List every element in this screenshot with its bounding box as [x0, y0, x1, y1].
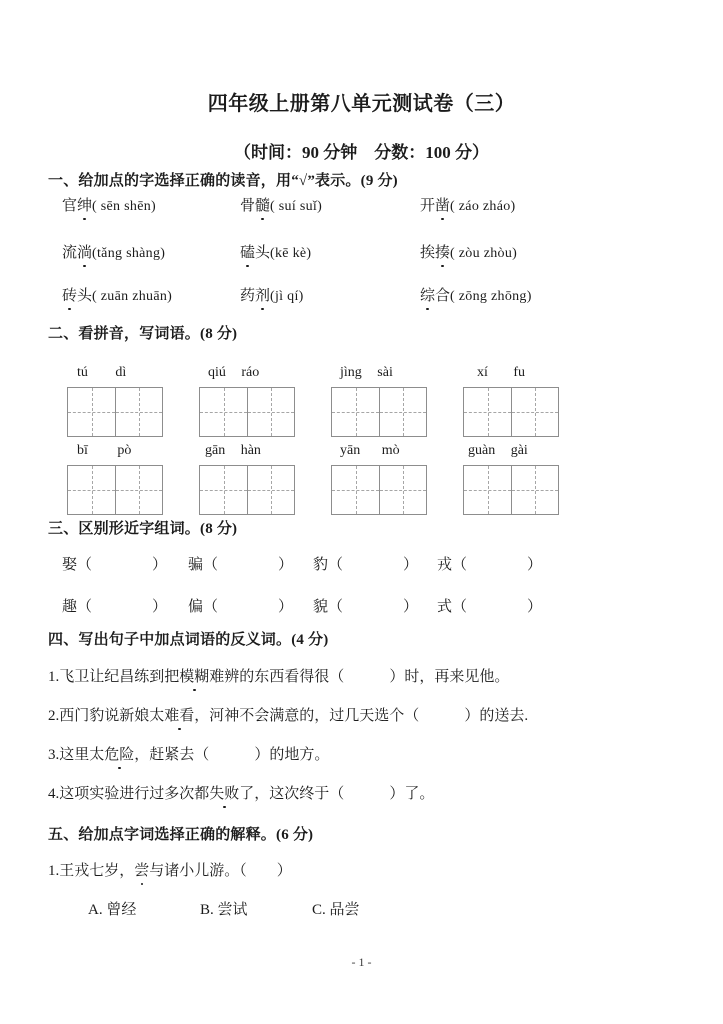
option-c[interactable]: C. 品尝 [312, 902, 360, 918]
char-label: 娶 [62, 557, 78, 573]
section-5-question [48, 862, 292, 880]
pinyin-label [208, 365, 259, 381]
writing-cell[interactable] [332, 388, 379, 436]
word-text-post: 头 [255, 245, 271, 261]
section-3-heading: 三、区别形近字组词。(8 分) [48, 521, 238, 537]
pinyin-label [77, 443, 131, 459]
char-label: 式 [437, 599, 453, 615]
dotted-char: 揍 [435, 245, 451, 261]
option-b[interactable]: B. 尝试 [200, 902, 248, 918]
item-number: 4. [48, 786, 60, 802]
answer-bracket[interactable]: （ ） [328, 599, 419, 615]
word-text: 挨 [420, 245, 436, 261]
word-text: 流 [62, 245, 78, 261]
pinyin-options[interactable]: ( zòu zhòu) [450, 246, 518, 261]
word-text: 骨 [240, 198, 256, 214]
item-text-post: ）的送去. [464, 708, 529, 724]
pinyin-syllable: ráo [241, 365, 260, 380]
page-title: 四年级上册第八单元测试卷（三） [207, 93, 516, 115]
pinyin-syllable: xí [477, 365, 488, 380]
pinyin-syllable: qiú [208, 365, 226, 380]
pinyin-syllable: bī [77, 443, 88, 458]
writing-cell[interactable] [200, 466, 247, 514]
dotted-word: 模糊 [179, 669, 210, 685]
pinyin-syllable: gān [205, 443, 226, 458]
dotted-char: 综 [420, 288, 436, 304]
pinyin-syllable: yān [340, 443, 361, 458]
char-label: 豹 [313, 557, 329, 573]
writing-grid[interactable] [331, 465, 427, 515]
writing-cell[interactable] [464, 388, 511, 436]
section-4-item [48, 668, 509, 686]
dotted-char: 磕 [240, 245, 256, 261]
writing-cell[interactable] [379, 388, 426, 436]
page-subtitle: （时间：90 分钟 分数：100 分） [234, 143, 489, 162]
dotted-char: 淌 [77, 245, 93, 261]
pinyin-options[interactable]: ( sēn shēn) [92, 199, 156, 214]
item-number: 3. [48, 747, 60, 763]
answer-bracket[interactable]: （ ） [328, 557, 419, 573]
answer-bracket[interactable]: （ ） [77, 557, 168, 573]
item-text-pre: 飞卫让纪昌练到把 [59, 669, 180, 685]
char-label: 骗 [188, 557, 204, 573]
pinyin-options[interactable]: (jì qí) [270, 289, 304, 304]
writing-grid[interactable] [67, 465, 163, 515]
writing-grid[interactable] [463, 465, 559, 515]
section-3-item[interactable] [313, 556, 418, 574]
pinyin-options[interactable]: ( záo zháo) [450, 199, 516, 214]
dotted-char: 砖 [62, 288, 78, 304]
section-3-item[interactable] [313, 598, 418, 616]
writing-cell[interactable] [511, 466, 558, 514]
writing-cell[interactable] [379, 466, 426, 514]
section-3-item[interactable] [62, 556, 167, 574]
dotted-char: 剂 [255, 288, 271, 304]
writing-cell[interactable] [115, 466, 162, 514]
answer-blank[interactable] [419, 708, 464, 724]
dotted-word: 难看 [164, 708, 195, 724]
page-number: - 1 - [351, 955, 372, 969]
dotted-char: 凿 [435, 198, 451, 214]
item-text-mid: ，河神不会满意的，过几天选个（ [194, 708, 420, 724]
section-3-item[interactable] [437, 556, 542, 574]
item-text-pre: 西门豹说新娘太 [59, 708, 165, 724]
question-text-post[interactable]: 与诸小儿游。（ ） [149, 863, 292, 879]
answer-bracket[interactable]: （ ） [452, 557, 543, 573]
pinyin-syllable: tú [77, 365, 88, 380]
option-a[interactable]: A. 曾经 [88, 902, 137, 918]
item-text-mid: 难辨的东西看得很（ [209, 669, 345, 685]
char-label: 戎 [437, 557, 453, 573]
section-1-item [240, 287, 304, 306]
item-text-post: ）的地方。 [254, 747, 330, 763]
section-1-item [62, 244, 165, 263]
writing-grid[interactable] [331, 387, 427, 437]
writing-cell[interactable] [200, 388, 247, 436]
section-4-heading: 四、写出句子中加点词语的反义词。(4 分) [48, 632, 329, 648]
pinyin-syllable: hàn [240, 443, 261, 458]
pinyin-options[interactable]: ( zuān zhuān) [92, 289, 173, 304]
answer-bracket[interactable]: （ ） [203, 599, 294, 615]
pinyin-syllable: dì [115, 365, 127, 380]
word-text: 开 [420, 198, 436, 214]
pinyin-syllable: mò [381, 443, 400, 458]
section-4-item [48, 785, 434, 803]
word-text: 药 [240, 288, 256, 304]
answer-bracket[interactable]: （ ） [77, 599, 168, 615]
pinyin-label [468, 443, 528, 459]
writing-cell[interactable] [115, 388, 162, 436]
char-label: 貌 [313, 599, 329, 615]
writing-cell[interactable] [68, 466, 115, 514]
pinyin-options[interactable]: (tǎng shàng) [92, 246, 166, 261]
dotted-word: 失败 [209, 786, 240, 802]
section-1-item [420, 244, 517, 263]
char-label: 偏 [188, 599, 204, 615]
writing-cell[interactable] [464, 466, 511, 514]
answer-bracket[interactable]: （ ） [452, 599, 543, 615]
section-2-heading: 二、看拼音，写词语。(8 分) [48, 326, 238, 342]
pinyin-syllable: guàn [468, 443, 496, 458]
item-text-pre: 这里太 [59, 747, 105, 763]
writing-grid[interactable] [463, 387, 559, 437]
answer-blank[interactable] [344, 786, 389, 802]
dotted-word: 危险 [104, 747, 135, 763]
dotted-char: 绅 [77, 198, 93, 214]
pinyin-syllable: jìng [340, 365, 362, 380]
pinyin-label [340, 365, 393, 381]
pinyin-syllable: pò [117, 443, 132, 458]
section-1-item [240, 244, 311, 263]
dotted-char: 尝 [134, 863, 150, 879]
section-4-item [48, 707, 528, 725]
writing-cell[interactable] [68, 388, 115, 436]
word-text-post: 头 [77, 288, 93, 304]
item-number: 2. [48, 708, 60, 724]
pinyin-syllable: fu [513, 365, 526, 380]
section-1-item [420, 287, 532, 306]
char-label: 趣 [62, 599, 78, 615]
answer-blank[interactable] [209, 747, 254, 763]
pinyin-options[interactable]: ( zōng zhōng) [450, 289, 532, 304]
word-text-post: 合 [435, 288, 451, 304]
writing-cell[interactable] [247, 466, 294, 514]
answer-blank[interactable] [344, 669, 389, 685]
item-number: 1. [48, 669, 60, 685]
pinyin-options[interactable]: (kē kè) [270, 246, 312, 261]
section-3-item[interactable] [188, 556, 293, 574]
item-text-post: ）时，再来见他。 [389, 669, 510, 685]
section-1-item [240, 197, 322, 216]
writing-cell[interactable] [332, 466, 379, 514]
section-1-item [62, 287, 172, 306]
writing-cell[interactable] [247, 388, 294, 436]
pinyin-label [340, 443, 400, 459]
pinyin-syllable: gài [510, 443, 528, 458]
section-1-heading: 一、给加点的字选择正确的读音，用“√”表示。(9 分) [48, 173, 398, 189]
writing-grid[interactable] [199, 387, 295, 437]
item-text-pre: 这项实验进行过多次都 [59, 786, 210, 802]
pinyin-syllable: sài [377, 365, 393, 380]
section-3-item[interactable] [62, 598, 167, 616]
section-3-item[interactable] [188, 598, 293, 616]
item-text-mid: ，赶紧去（ [134, 747, 210, 763]
section-1-item [420, 197, 516, 216]
section-4-item [48, 746, 329, 764]
word-text: 官 [62, 198, 78, 214]
question-text-pre: 王戎七岁， [59, 863, 135, 879]
item-number: 1. [48, 863, 60, 879]
section-3-item[interactable] [437, 598, 542, 616]
writing-grid[interactable] [67, 387, 163, 437]
answer-bracket[interactable]: （ ） [203, 557, 294, 573]
pinyin-label [77, 365, 126, 381]
pinyin-label [205, 443, 261, 459]
writing-cell[interactable] [511, 388, 558, 436]
item-text-post: ）了。 [389, 786, 435, 802]
dotted-char: 髓 [255, 198, 271, 214]
section-5-heading: 五、给加点字词选择正确的解释。(6 分) [48, 827, 314, 843]
item-text-mid: 了，这次终于（ [239, 786, 345, 802]
writing-grid[interactable] [199, 465, 295, 515]
pinyin-options[interactable]: ( suí suǐ) [270, 199, 323, 214]
section-1-item [62, 197, 156, 216]
pinyin-label [477, 365, 525, 381]
